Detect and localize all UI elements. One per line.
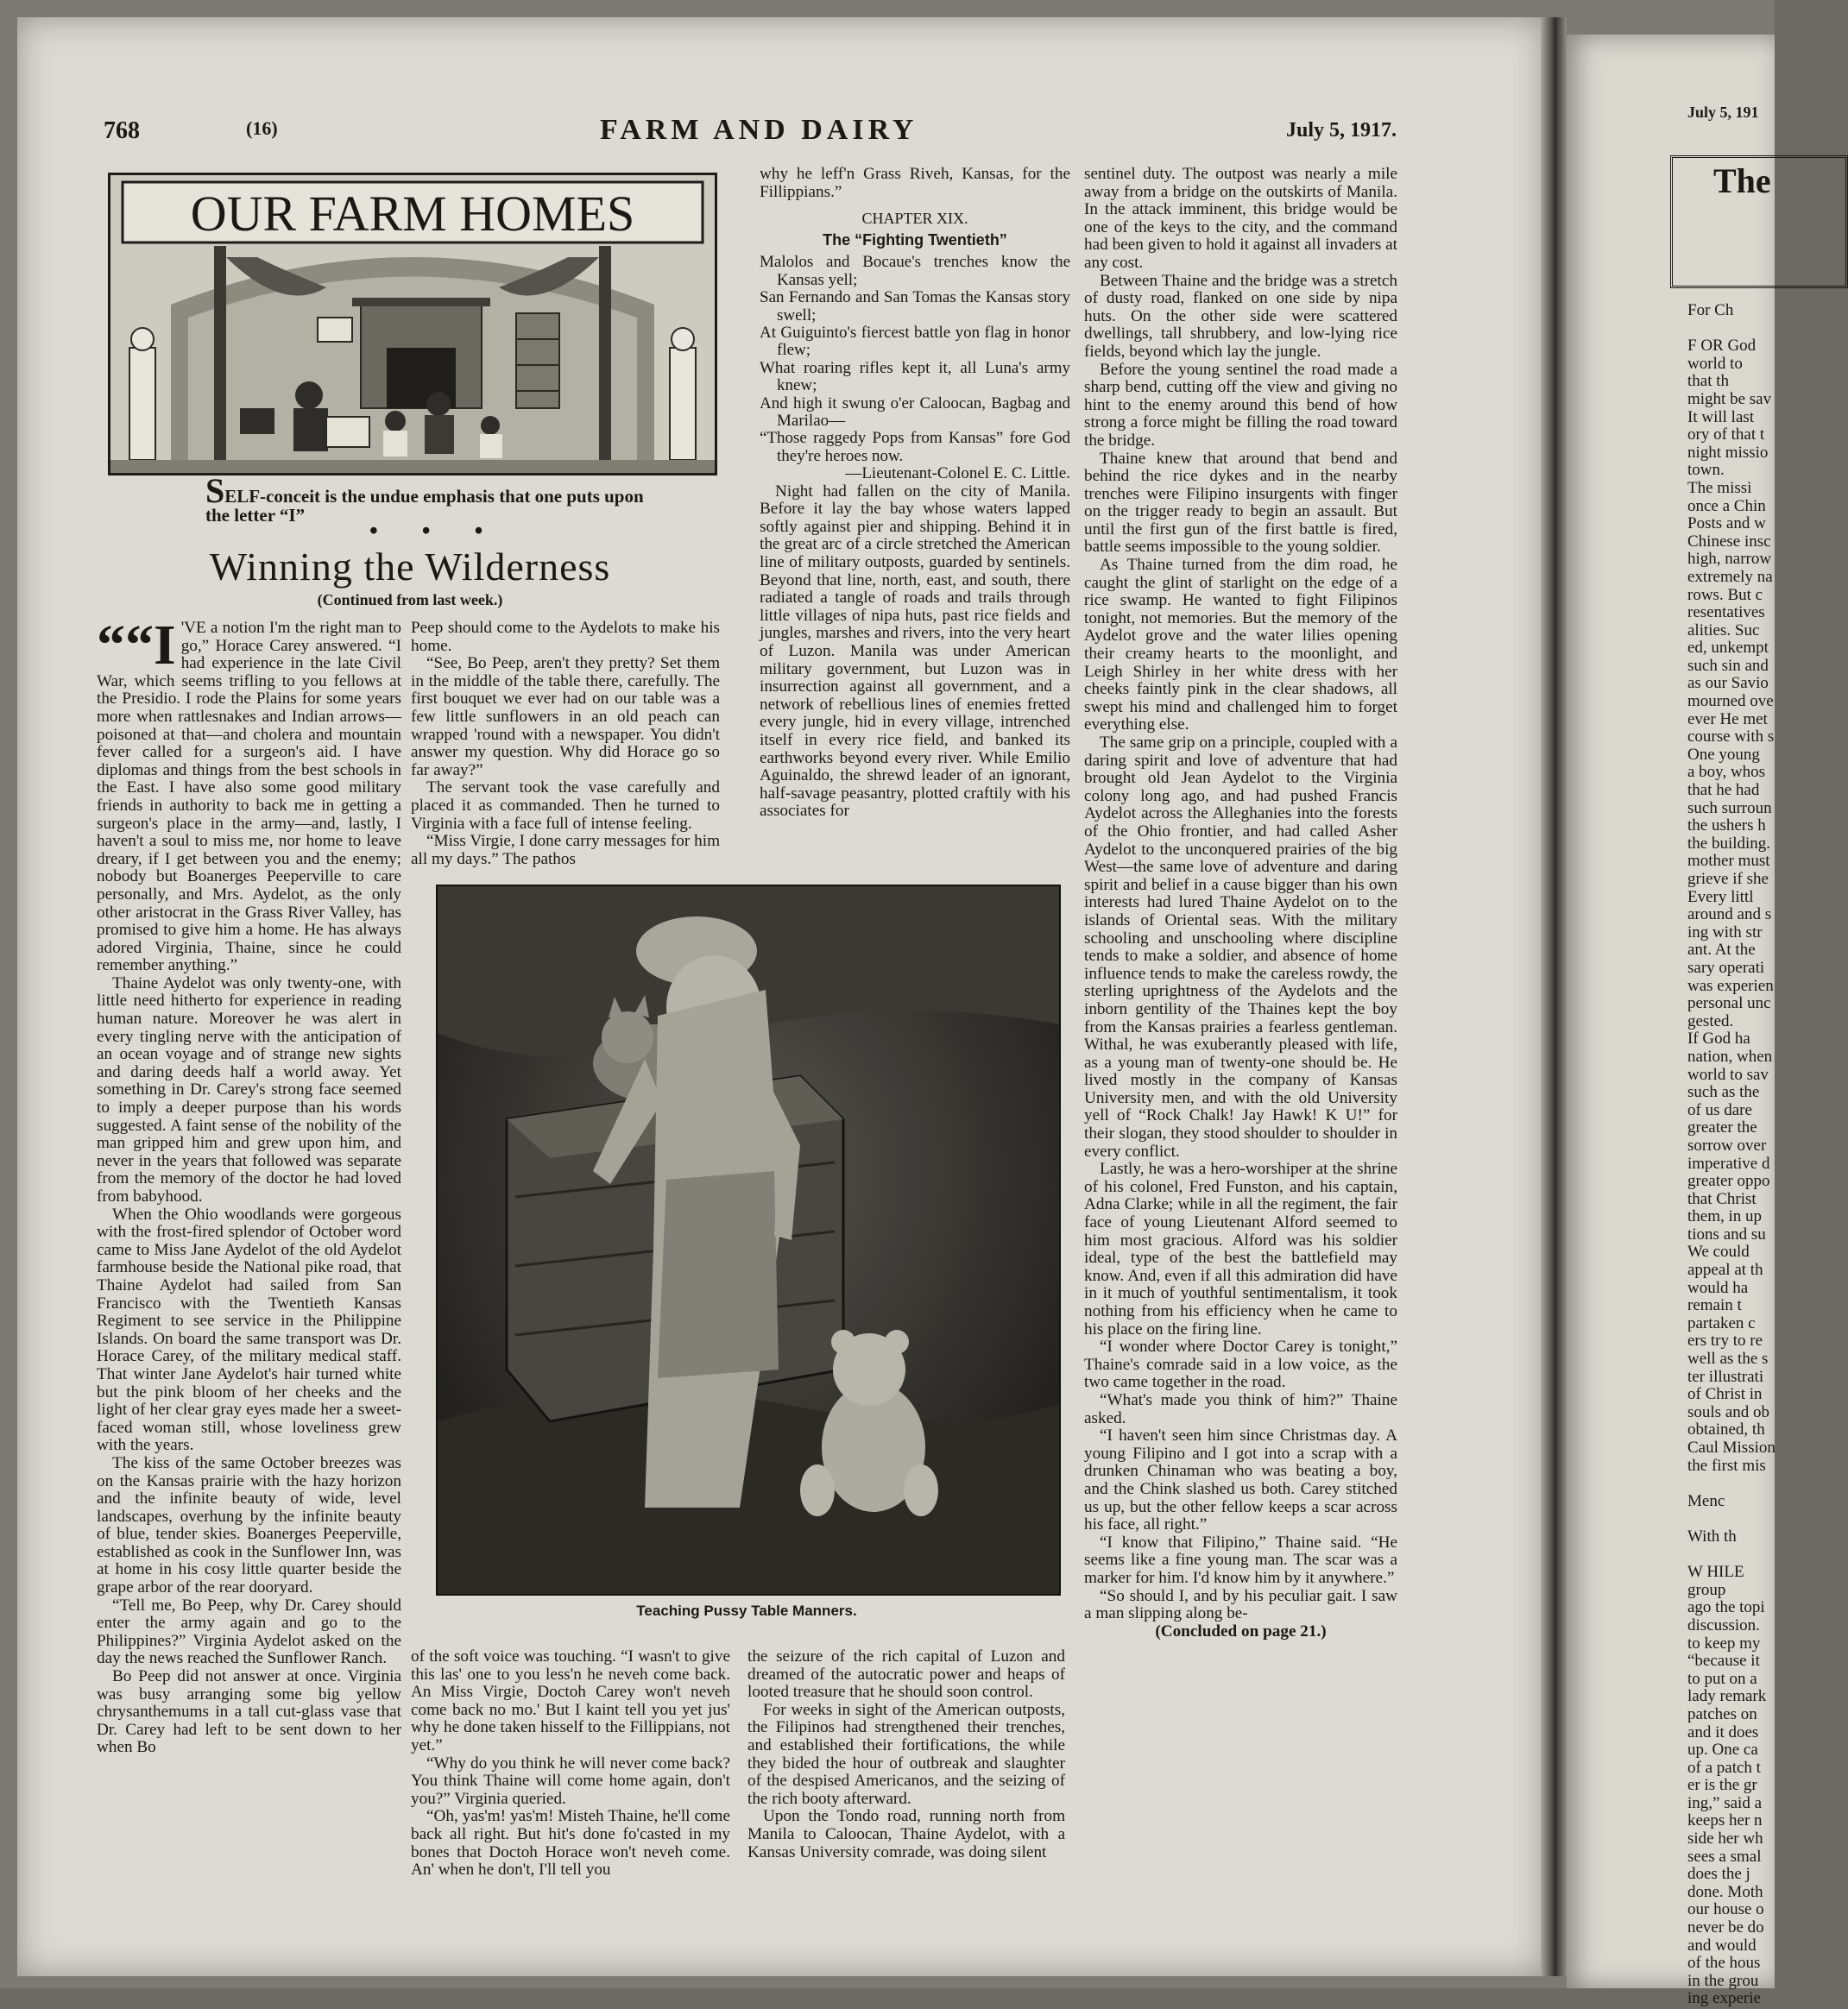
facing-page-line: gested.	[1687, 1011, 1734, 1030]
page-gutter	[1541, 17, 1567, 1976]
story-paragraph: Lastly, he was a hero-worshiper at the shrine of his colonel, Fred Funston, and his captain, Adna Clarke; while in all the regiment, the fair face of young Lieutenant Alford seemed to him most gracious. Alford was his soldier ideal, type of the best the battlefield may know. And, even if all this admiration did have in it much of youthful sentimentalism, it took nothing from his efficiency when he came to his place on the firing line.	[1084, 1160, 1397, 1338]
chapter-number: CHAPTER XIX.	[861, 210, 968, 228]
facing-page-line: as our Savio	[1687, 674, 1769, 693]
chapter-title: The “Fighting Twentieth”	[823, 230, 1007, 249]
story-paragraph: why he leff'n Grass Riveh, Kansas, for the Fillippians.”	[760, 165, 1070, 201]
photo-child-with-cat	[438, 886, 1059, 1594]
facing-page-line: nation, when	[1687, 1047, 1773, 1066]
facing-page-line: One young	[1687, 745, 1760, 764]
facing-page-line	[1687, 1475, 1775, 1493]
facing-page-line: The missi	[1687, 478, 1752, 497]
story-paragraph: “I wonder where Doctor Carey is tonight,” Thaine's comrade said in a low voice, as the two came together in the road.	[1084, 1338, 1397, 1392]
facing-page-line: With th	[1687, 1527, 1737, 1546]
photo-caption: Teaching Pussy Table Manners.	[636, 1603, 857, 1619]
facing-page-line: “because it	[1687, 1652, 1760, 1671]
facing-page-line: around and s	[1687, 905, 1772, 924]
original-page-number: (16)	[246, 117, 278, 139]
facing-page-line: of a patch t	[1687, 1758, 1761, 1777]
publication-title: FARM AND DAIRY	[600, 114, 918, 146]
facing-page-line: It will last	[1687, 407, 1755, 426]
story-paragraph: “I haven't seen him since Christmas day. A young Filipino and I got into a scrap with a drunken Chinaman who was beating a boy, and the Chink slashed us both. Carey stitched us up, but the other fellow keeps a scar across his face, all right.”	[1084, 1426, 1397, 1534]
facing-page-line: the first mis	[1687, 1456, 1766, 1475]
facing-page-line: such surroun	[1687, 798, 1772, 817]
facing-page-line: keeps her n	[1687, 1811, 1763, 1830]
story-column-2	[411, 620, 720, 885]
poem-line: San Fernando and San Tomas the Kansas story swell;	[760, 288, 1070, 324]
facing-page-line: ers try to re	[1687, 1332, 1763, 1351]
facing-page-heading: The	[1713, 161, 1771, 200]
facing-page-line: a boy, whos	[1687, 763, 1766, 782]
facing-page-line: remain t	[1687, 1296, 1742, 1315]
story-paragraph: ““I 'VE a notion I'm the right man to go,” Horace Carey answered. “I had experience in the late Civil War, which seems trifling to you fellows at the Presidio. I rode the Plains for some years more when rattlesnakes and Indian arrows—poisoned at that—and cholera and mountain fever called for a surgeon's aid. I have diplomas and things from the best schools in the East. I have also some good military friends in authority to back me in getting a surgeon's place in the army—and, lastly, I haven't a soul to miss me, nor home to leave dreary, if I get between you and the enemy; nobody but Boanerges Peeperville to care personally, and Mrs. Aydelot, as the only other aristocrat in the Grass River Valley, has promised to give him a home. He has always adored Virginia, Thaine, since he could remember anything.”	[97, 614, 401, 975]
facing-page-line: extremely na	[1687, 567, 1773, 586]
story-paragraph: Between Thaine and the bridge was a stretch of dusty road, flanked on one side by nipa huts. On the other side were scattered dwellings, tall shrubbery, and low-lying rice fields, beyond which lay the jungle.	[1084, 271, 1397, 361]
facing-page-line: For Ch	[1687, 301, 1734, 319]
facing-page-line: resentatives	[1687, 603, 1765, 622]
story-paragraph: “Miss Virgie, I done carry messages for him all my days.” The pathos	[411, 832, 720, 868]
facing-page-line: ory of that t	[1687, 425, 1765, 444]
facing-page-line: side her wh	[1687, 1830, 1763, 1848]
facing-page-line: partaken c	[1687, 1313, 1756, 1332]
facing-page-line: sorrow over	[1687, 1136, 1767, 1155]
masthead-title: OUR FARM HOMES	[190, 186, 635, 242]
facing-page-line: of us dare	[1687, 1100, 1752, 1119]
facing-page-line: mother must	[1687, 852, 1770, 871]
facing-page-line: would ha	[1687, 1278, 1749, 1297]
facing-page-line: that th	[1687, 372, 1730, 391]
poem-line: At Guiguinto's fiercest battle yon flag in honor flew;	[760, 324, 1070, 360]
facing-page-line: obtained, th	[1687, 1420, 1765, 1439]
story-paragraph: The same grip on a principle, coupled with a daring spirit and love of adventure that had brought old Jean Aydelot to the Virginia colony long ago, and had pushed Francis Aydelot across the Alleghanies into the forests of the Ohio frontier, and had called Asher Aydelot to the unconquered prairies of the big West—the same love of adventure and daring spirit and belief in a cause bigger than his own interests had lured Thaine Aydelot on to the islands of Oriental seas. With the military schooling and unschooling where discipline tends to make a soldier, and absence of home influence tends to make the careless rowdy, the sterling uprightness of the Aydelots and the inborn gentility of the Thaines kept the boy from the Kansas prairies a fearless gentleman. Withal, he was exuberantly pleased with life, as a young man of twenty-one should be. He lived mostly in the company of Kansas University men, and with the old University yell of “Rock Chalk! Jay Hawk! K U!” for their slogan, they stood shoulder to shoulder in every conflict.	[1084, 734, 1397, 1161]
story-paragraph: The kiss of the same October breezes was on the Kansas prairie with the hazy horizon and the infinite beauty of wide, level landscapes, overhung by the infinite beauty of blue, tender skies. Boanerges Peeperville, established as cook in the Sunflower Inn, was at home in his cosy little quarter beside the grape arbor of the rear dooryard.	[97, 1453, 401, 1597]
facing-page-line: lady remark	[1687, 1687, 1767, 1706]
story-paragraph: When the Ohio woodlands were gorgeous with the frost-fired splendor of October word came to Miss Jane Aydelot of the old Aydelot farmhouse beside the National pike road, that Thaine Aydelot had sailed from San Francisco with the Twentieth Kansas Regiment to see service in the Philippine Islands. On board the same transport was Dr. Horace Carey, of the military medical staff. That winter Jane Aydelot's hair turned white but the pink bloom of her cheeks and the light of her clear gray eyes made her a sweet-faced woman still, whose loveliness grew with the years.	[97, 1205, 401, 1455]
facing-page-line	[1687, 1546, 1775, 1565]
facing-page-line: world to	[1687, 354, 1743, 373]
facing-page-line: Chinese insc	[1687, 532, 1771, 551]
facing-page-line: them, in up	[1687, 1207, 1763, 1226]
facing-page-line: ago the topi	[1687, 1598, 1765, 1617]
facing-page-line: ever He met	[1687, 709, 1768, 728]
story-paragraph: For weeks in sight of the American outposts, the Filipinos had strengthened their trenches, and established their fortifications, the while they bided the hour of outbreak and slaughter of the despised Americanos, and the seizing of the rich booty afterward.	[747, 1700, 1065, 1808]
facing-page-line: high, narrow	[1687, 550, 1772, 569]
facing-page-line: the ushers h	[1687, 816, 1766, 835]
story-column-1	[97, 614, 401, 2009]
story-paragraph: Before the young sentinel the road made a sharp bend, cutting off the view and giving no hint to the enemy around this bend of how strong a force might be filling the road toward the bridge.	[1084, 360, 1397, 450]
story-paragraph: of the soft voice was touching. “I wasn't to give this las' one to you less'n he neveh come back. An Miss Virgie, Doctoh Carey won't neveh come back no mo.' But I kaint tell you yet jus' why he done taken hisself to the Fillippians, not yet.”	[411, 1647, 730, 1754]
facing-page-line: ter illustrati	[1687, 1367, 1764, 1386]
facing-page-line: in the grou	[1687, 1971, 1759, 1990]
facing-page-line: group	[1687, 1580, 1726, 1599]
story-paragraph: As Thaine turned from the dim road, he caught the glint of starlight on the edge of a rice swamp. He wanted to fight Filipinos tonight, not memories. But the memory of the Aydelot grove and the water lilies opening their creamy hearts to the moonlight, and Leigh Shirley in her white dress with her cheeks faintly pink in the clear shadows, all swept his mind and challenged him to forget everything else.	[1084, 556, 1397, 734]
facing-page-line: does the j	[1687, 1865, 1750, 1884]
facing-page-line: If God ha	[1687, 1030, 1750, 1049]
facing-page-line: mourned ove	[1687, 692, 1774, 711]
facing-page-line: ing experie	[1687, 1989, 1761, 2008]
facing-page-line: ing with str	[1687, 923, 1763, 942]
facing-page-line: world to sav	[1687, 1065, 1769, 1084]
facing-page-line: er is the gr	[1687, 1776, 1757, 1795]
facing-page-line: that he had	[1687, 781, 1760, 800]
facing-page-line: never be do	[1687, 1918, 1764, 1937]
page-number: 768	[104, 117, 140, 144]
facing-page-line: Posts and w	[1687, 514, 1766, 533]
facing-page-line: discussion.	[1687, 1615, 1760, 1634]
story-paragraph: “I know that Filipino,” Thaine said. “He seems like a fine young man. The scar was a marker for him. I'd know him by it anywhere.”	[1084, 1533, 1397, 1587]
photograph	[436, 885, 1061, 1596]
story-paragraph: Night had fallen on the city of Manila. Before it lay the bay whose waters lapped softly against pier and shipping. Behind it in the great arc of a circle stretched the American line of military outposts, guarded by sentinels. Beyond that line, north, east, and south, there radiated a tangle of roads and trails through little villages of nipa huts, past rice fields and jungles, marshes and rivers, into the very heart of Luzon. Manila was under American military government, but Luzon was in insurrection against all government, and a network of rebellious lines of enemies fretted every jungle, hid in every village, intrenched itself in every rice field, and banked its earthworks beyond every river. While Emilio Aguinaldo, the shrewd leader of an ignorant, half-savage peasantry, plotted craftily with his associates for	[760, 482, 1070, 821]
story-column-6	[747, 1648, 1065, 1993]
story-column-5	[411, 1648, 730, 1993]
story-paragraph: sentinel duty. The outpost was nearly a mile away from a bridge on the outskirts of Manila. In the attack imminent, this bridge would be one of the keys to the city, and the command had been given to hold it against all invaders at any cost.	[1084, 165, 1397, 272]
story-paragraph: “See, Bo Peep, aren't they pretty? Set them in the middle of the table there, carefully. The first bouquet we ever had on our table was a few little sunflowers in an old peach can wrapped 'round with a newspaper. You didn't answer my question. Why did Horace go so far away?”	[411, 654, 720, 779]
facing-page-fragment	[1567, 35, 1775, 2008]
masthead-illustration	[110, 175, 715, 473]
story-paragraph: Thaine Aydelot was only twenty-one, with little need hitherto for experience in reading human nature. Moreover he was alert in every tingling nerve with the anticipation of an ocean voyage and of strange new sights and daring deeds half a world away. Yet something in Dr. Carey's strong face seemed to imply a deeper purpose than his words suggested. A faint sense of the nobility of the man gripped him and grew upon him, and never in the years that followed was separate from the memory of the doctor he had loved from babyhood.	[97, 973, 401, 1206]
story-paragraph: “What's made you think of him?” Thaine asked.	[1084, 1390, 1397, 1427]
issue-date: July 5, 1917.	[1286, 119, 1397, 142]
facing-page-line: We could	[1687, 1243, 1750, 1262]
facing-page-line: might be sav	[1687, 389, 1772, 408]
facing-page-line: and would	[1687, 1936, 1757, 1955]
poem-line: Malolos and Bocaue's trenches know the Kansas yell;	[760, 253, 1070, 289]
facing-page-line: course with s	[1687, 727, 1775, 746]
facing-page-line: tions and su	[1687, 1225, 1766, 1244]
facing-page-line: that Christ	[1687, 1189, 1757, 1208]
facing-page-line: rows. But c	[1687, 585, 1763, 604]
facing-page-line: the building.	[1687, 834, 1771, 853]
facing-page-date: July 5, 191	[1687, 104, 1759, 121]
facing-page-line: F OR God	[1687, 337, 1757, 356]
story-paragraph: Thaine knew that around that bend and behind the rice dykes and in the nearby trenches were Filipino insurgents with finger on the trigger ready to begin an assault. But until the first gun of the first battle is fired, battle seems impossible to the young soldier.	[1084, 449, 1397, 557]
story-paragraph: Upon the Tondo road, running north from Manila to Caloocan, Thaine Aydelot, with a Kansas University comrade, was doing silent	[747, 1807, 1065, 1861]
epigram-initial: S	[205, 471, 225, 510]
separator-dots: • • •	[369, 518, 502, 545]
poem-line: What roaring rifles kept it, all Luna's army knew;	[760, 358, 1070, 395]
facing-page-line: ant. At the	[1687, 941, 1756, 960]
story-paragraph: “Why do you think he will never come back? You think Thaine will come home again, don't you?” Virginia queried.	[411, 1754, 730, 1808]
facing-page-line: of the hous	[1687, 1954, 1761, 1973]
page-header	[104, 114, 1467, 152]
story-column-4	[1084, 166, 1397, 2004]
story-paragraph: “Oh, yas'm! yas'm! Misteh Thaine, he'll come back all right. But hit's done fo'casted in my bones that Doctoh Horace won't neveh come. An' when he don't, I'll tell you	[411, 1807, 730, 1880]
facing-page-line: of Christ in	[1687, 1385, 1763, 1404]
facing-page-line: was experien	[1687, 976, 1774, 995]
facing-page-line: well as the s	[1687, 1350, 1769, 1369]
story-paragraph: the seizure of the rich capital of Luzon and dreamed of the autocratic power and heaps of looted treasure that he should soon control.	[747, 1647, 1065, 1702]
story-column-3	[760, 166, 1070, 884]
story-paragraph: “So should I, and by his peculiar gait. I saw a man slipping along be-	[1084, 1586, 1397, 1623]
story-paragraph: Peep should come to the Aydelots to make his home.	[411, 619, 720, 655]
facing-page-line: greater the	[1687, 1118, 1757, 1137]
facing-page-line: Menc	[1687, 1491, 1725, 1510]
facing-page-line: town.	[1687, 461, 1725, 480]
facing-page-line: appeal at th	[1687, 1261, 1763, 1280]
epigram-text: ELF-conceit is the undue emphasis that one puts upon the letter “I”	[205, 486, 644, 526]
continuation-note: (Concluded on page 21.)	[1155, 1622, 1327, 1641]
facing-page-line	[1687, 320, 1775, 338]
facing-page-line: and it does	[1687, 1722, 1759, 1741]
chapter-poem	[760, 254, 1070, 482]
section-masthead	[108, 173, 717, 475]
story-subtitle: (Continued from last week.)	[317, 591, 503, 608]
facing-page-line: night missio	[1687, 443, 1769, 462]
facing-page-line: alities. Suc	[1687, 620, 1760, 639]
facing-page-line: imperative d	[1687, 1154, 1770, 1173]
facing-page-line: personal unc	[1687, 994, 1771, 1013]
facing-page-line	[1687, 1510, 1775, 1528]
facing-page-line: greater oppo	[1687, 1172, 1770, 1191]
facing-page-line: to keep my	[1687, 1634, 1761, 1653]
poem-attribution: —Lieutenant-Colonel E. C. Little.	[845, 464, 1070, 483]
facing-page-line: such sin and	[1687, 656, 1769, 675]
facing-page-line: up. One ca	[1687, 1741, 1758, 1760]
facing-page-line: sees a smal	[1687, 1847, 1762, 1866]
facing-page-line: ed, unkempt	[1687, 639, 1769, 658]
story-title: Winning the Wilderness	[209, 545, 611, 589]
story-paragraph: The servant took the vase carefully and placed it as commanded. Then he turned to Virginia with a face full of intense feeling.	[411, 778, 720, 833]
facing-page-line: our house o	[1687, 1900, 1764, 1919]
poem-line: And high it swung o'er Caloocan, Bagbag and Marilao—	[760, 394, 1070, 431]
facing-page-line: once a Chin	[1687, 496, 1766, 515]
facing-page-line: W HILE	[1687, 1563, 1744, 1582]
story-paragraph: Bo Peep did not answer at once. Virginia was busy arranging some big yellow chrysanthemums in a tall cut-glass vase that Dr. Carey had left to be sent down to her when Bo	[97, 1667, 401, 1757]
drop-cap: ““I	[97, 614, 176, 677]
facing-page-line: to put on a	[1687, 1669, 1757, 1688]
facing-page-line: patches on	[1687, 1704, 1757, 1723]
facing-page-line: such as the	[1687, 1083, 1760, 1102]
facing-page-line: Caul Mission	[1687, 1439, 1775, 1457]
facing-page-line: grieve if she	[1687, 870, 1769, 888]
facing-page-text	[1687, 302, 1775, 2008]
facing-page-line: Every littl	[1687, 887, 1754, 906]
facing-page-line: done. Moth	[1687, 1882, 1763, 1901]
newspaper-page	[17, 17, 1545, 1976]
poem-line: “Those raggedy Pops from Kansas” fore God they're heroes now.	[760, 429, 1070, 465]
story-paragraph: “Tell me, Bo Peep, why Dr. Carey should enter the army again and go to the Philippines?” Virginia Aydelot asked on the day the news reached the Sunflower Ranch.	[97, 1596, 401, 1668]
facing-page-line: ing,” said a	[1687, 1793, 1763, 1812]
facing-page-line: souls and ob	[1687, 1402, 1769, 1421]
facing-page-line: sary operati	[1687, 958, 1765, 977]
